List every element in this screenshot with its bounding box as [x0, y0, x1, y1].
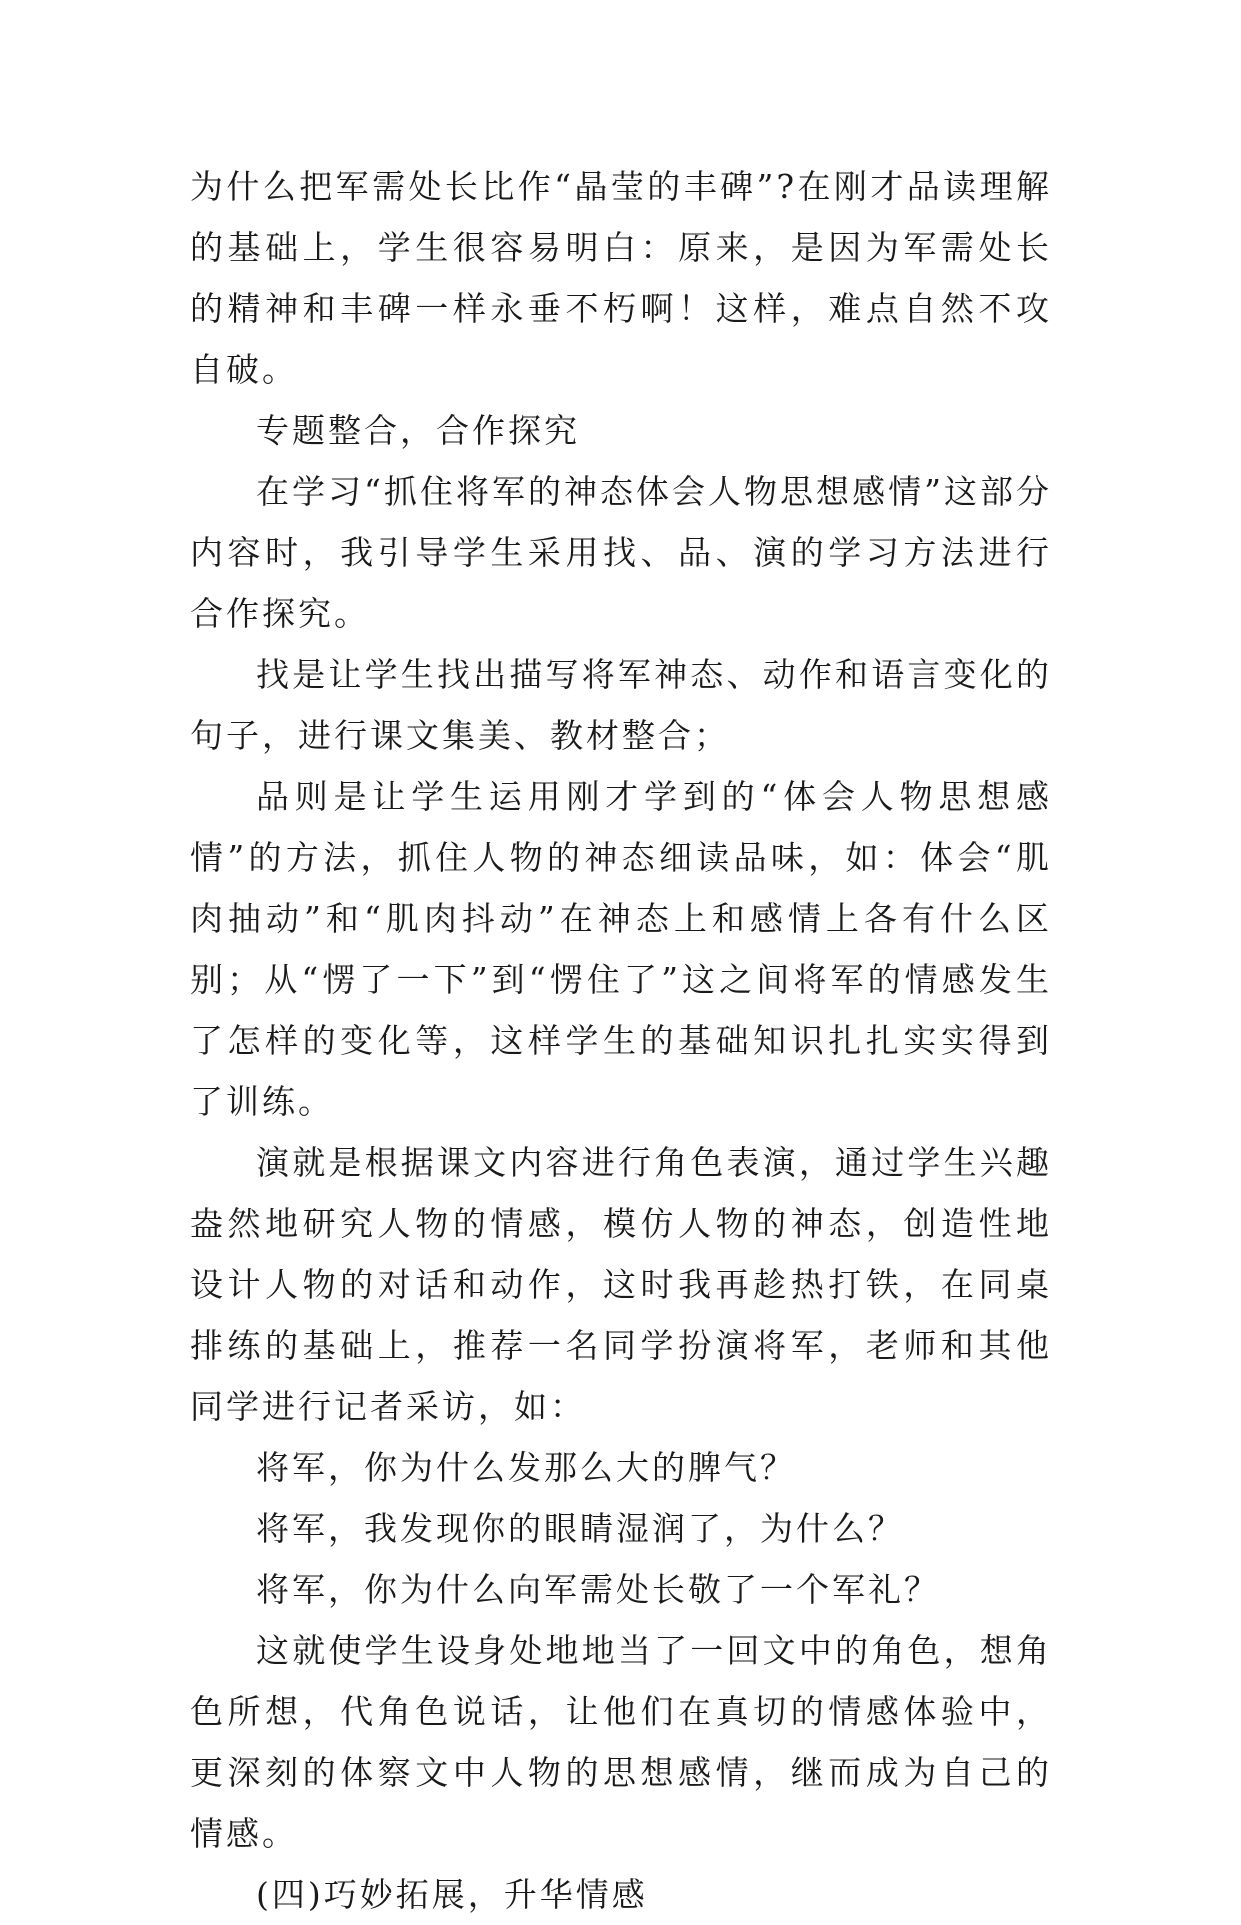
document-page — [190, 156, 1052, 1925]
paragraph-3: 在学习“抓住将军的神态体会人物思想感情”这部分内容时，我引导学生采用找、品、演的学习方法进行合作探究。 — [190, 472, 1052, 633]
interview-question-1: 将军，你为什么发那么大的脾气？ — [256, 1448, 796, 1487]
paragraph-1: 为什么把军需处长比作“晶莹的丰碑”?在刚才品读理解的基础上，学生很容易明白：原来，是因为军需处长的精神和丰碑一样永垂不朽啊！这样，难点自然不攻自破。 — [190, 167, 1052, 389]
paragraph-6: 演就是根据课文内容进行角色表演，通过学生兴趣盎然地研究人物的情感，模仿人物的神态，创造性地设计人物的对话和动作，这时我再趁热打铁，在同桌排练的基础上，推荐一名同学扮演将军，老师和其他同学进行记者采访，如： — [190, 1143, 1052, 1426]
section-heading-collaboration: 专题整合，合作探究 — [256, 411, 580, 450]
paragraph-10: 这就使学生设身处地地当了一回文中的角色，想角色所想，代角色说话，让他们在真切的情感体验中，更深刻的体察文中人物的思想感情，继而成为自己的情感。 — [190, 1631, 1052, 1853]
paragraph-4: 找是让学生找出描写将军神态、动作和语言变化的句子，进行课文集美、教材整合； — [190, 655, 1052, 755]
paragraph-5: 品则是让学生运用刚才学到的“体会人物思想感情”的方法，抓住人物的神态细读品味，如：体会“肌肉抽动”和“肌肉抖动”在神态上和感情上各有什么区别；从“愣了一下”到“愣住了”这之间将军的情感发生了怎样的变化等，这样学生的基础知识扎扎实实得到了训练。 — [190, 777, 1052, 1121]
interview-question-2: 将军，我发现你的眼睛湿润了，为什么？ — [256, 1509, 904, 1548]
section-heading-extension: (四)巧妙拓展，升华情感 — [256, 1875, 648, 1914]
interview-question-3: 将军，你为什么向军需处长敬了一个军礼？ — [256, 1570, 940, 1609]
